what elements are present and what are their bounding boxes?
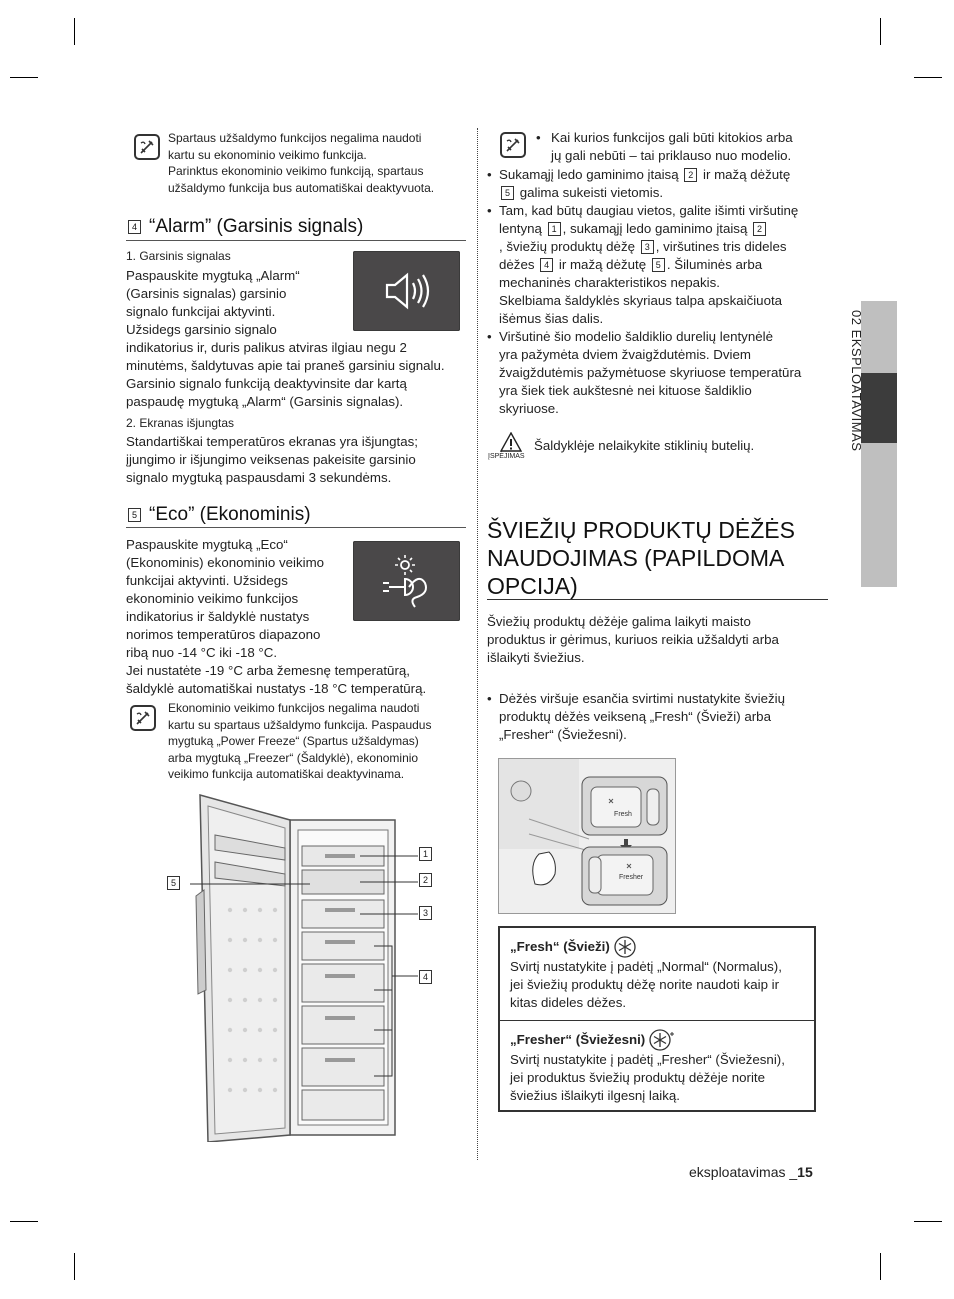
fresh-box-illustration [498, 758, 676, 914]
speaker-icon [353, 251, 460, 331]
fresher-label: Fresher [618, 874, 644, 881]
eco-heading: 5 “Eco” (Ekonominis) [126, 504, 311, 526]
section-number: 4 [128, 220, 141, 234]
snowflake-icon [614, 936, 636, 958]
crop-mark [10, 1221, 38, 1222]
alarm-button-photo [353, 251, 460, 331]
crop-mark [880, 18, 881, 45]
crop-mark [74, 1253, 75, 1280]
note-eco-disabled: Ekonominio veikimo funkcijos negalima naudoti kartu su spartaus užšaldymo funkcija. Paspaudus mygtuką „Power Freeze“ (Spartus užšaldymas) arba mygtuką „Freezer“ (Šaldyklė), ekonominio veikimo funkcija automatiškai deaktyvinama. [168, 701, 432, 781]
page-footer: eksploatavimas _15 [689, 1164, 813, 1180]
callout-4: 4 [419, 970, 432, 984]
callout-2: 2 [419, 873, 432, 887]
crop-mark [10, 77, 38, 78]
mode-table [498, 926, 816, 1112]
bullet-remove: • Tam, kad būtų daugiau vietos, galite išimti viršutinę lentyną 1 , sukamąjį ledo gaminimo įtaisą 2 , šviežių produktų dėžę 3 , viršutines tris dideles dėžes 4 ir mažą dėžutę 5 . Šiluminės arba mechaninės charakteristikos nepakis. Skelbiama šaldyklės skyriaus talpa apskaičiuota išėmus šias dalis. [487, 202, 832, 328]
bullet-swap: • Sukamąjį ledo gaminimo įtaisą 2 ir mažą dėžutę 5 galima sukeisti vietomis. [487, 166, 832, 202]
mode-row-fresh: „Fresh“ (Švieži) Svirtį nustatykite į padėtį „Normal“ (Normalus), jei šviežių produktų dėžę norite naudoti kaip ir kitas dideles dėžes. [500, 928, 814, 1020]
chapter-tab [861, 301, 897, 587]
bullet-door-shelf: • Viršutinė šio modelio šaldiklio durelių lentynėlė yra pažymėta dviem žvaigždutėmis. Dviem žvaigždutėmis pažymėtuose skyriuose temperatūra yra šiek tiek aukštesnė nei kituose šaldiklio skyriuose. [487, 328, 832, 418]
parts-bullets [487, 166, 832, 418]
freezer-diagram [160, 790, 440, 1142]
section-title: ŠVIEŽIŲ PRODUKTŲ DĖŽĖS NAUDOJIMAS (PAPILDOMA OPCIJA) [487, 517, 795, 599]
note-icon [134, 134, 160, 160]
section-rule [487, 599, 828, 600]
chapter-tab-marker [861, 373, 897, 443]
column-divider [477, 128, 478, 1160]
callout-1: 1 [419, 847, 432, 861]
note-icon [130, 705, 156, 731]
warning-icon [500, 432, 522, 452]
note-icon [500, 132, 526, 158]
fresh-label: Fresh [614, 811, 632, 818]
heading-rule [126, 527, 466, 528]
section-bullet: • Dėžės viršuje esančia svirtimi nustatykite šviežių produktų dėžės veikseną „Fresh“ (Švieži) arba „Fresher“ (Šviežesni). [487, 690, 832, 744]
eco-plug-icon [353, 541, 460, 621]
crop-mark [914, 77, 942, 78]
note-freeze-eco: Spartaus užšaldymo funkcijos negalima naudoti kartu su ekonominio veikimo funkcija. Parinktus ekonominio veikimo funkciją, spartaus užšaldymo funkcija bus automatiškai deaktyvuota. [168, 131, 435, 195]
page-number: 15 [797, 1164, 813, 1180]
callout-5: 5 [167, 876, 180, 890]
warning-label: ĮSPĖJIMAS [488, 453, 525, 460]
crop-mark [880, 1253, 881, 1280]
section-number: 5 [128, 508, 141, 522]
eco-button-photo [353, 541, 460, 621]
crop-mark [914, 1221, 942, 1222]
crop-mark [74, 18, 75, 45]
model-note: • Kai kurios funkcijos gali būti kitokios arba jų gali nebūti – tai priklauso nuo modelio. [536, 129, 836, 165]
warning-text: Šaldyklėje nelaikykite stiklinių butelių. [534, 438, 755, 453]
snowflake-plus-icon [649, 1029, 677, 1051]
alarm-heading: 4 “Alarm” (Garsinis signals) [126, 216, 363, 238]
eco-text: Paspauskite mygtuką „Eco“ (Ekonominis) ekonominio veikimo funkcijai aktyvinti. Užsidegs ekonominio veikimo funkcijos indikatorius ir šaldyklė nustatys norimos temperatūros diapazono ribą nuo -14 °C iki -18 °C. Jei nustatėte -19 °C arba žemesnę temperatūrą, šaldyklė automatiškai nustatys -18 °C temperatūrą. [126, 537, 427, 696]
chapter-tab-label: 02 EKSPLOATAVIMAS [849, 310, 864, 452]
callout-3: 3 [419, 906, 432, 920]
section-intro: Šviežių produktų dėžėje galima laikyti maisto produktus ir gėrimus, kuriuos reikia užšaldyti arba išlaikyti šviežius. [487, 614, 779, 665]
alarm-text: 1. Garsinis signalas Paspauskite mygtuką „Alarm“ (Garsinis signalas) garsinio signalo funkcijai aktyvinti. Užsidegs garsinio signalo indikatorius ir, duris palikus atviras ilgiau negu 2 minutėms, šaldytuvas apie tai praneš garsiniu signalu. Garsinio signalo funkciją deaktyvinsite dar kartą paspaudę mygtuką „Alarm“ (Garsinis signalas). 2. Ekranas išjungtas Standartiškai temperatūros ekranas yra išjungtas; įjungimo ir išjungimo veiksenas pakeisite garsinio signalo mygtuką paspausdami 3 sekundėms. [126, 249, 445, 485]
heading-rule [126, 240, 466, 241]
mode-row-fresher: „Fresher“ (Šviežesni) Svirtį nustatykite į padėtį „Fresher“ (Šviežesni), jei produktus šviežių produktų dėžėje norite šviežius išlaikyti ilgesnį laiką. [500, 1021, 814, 1113]
